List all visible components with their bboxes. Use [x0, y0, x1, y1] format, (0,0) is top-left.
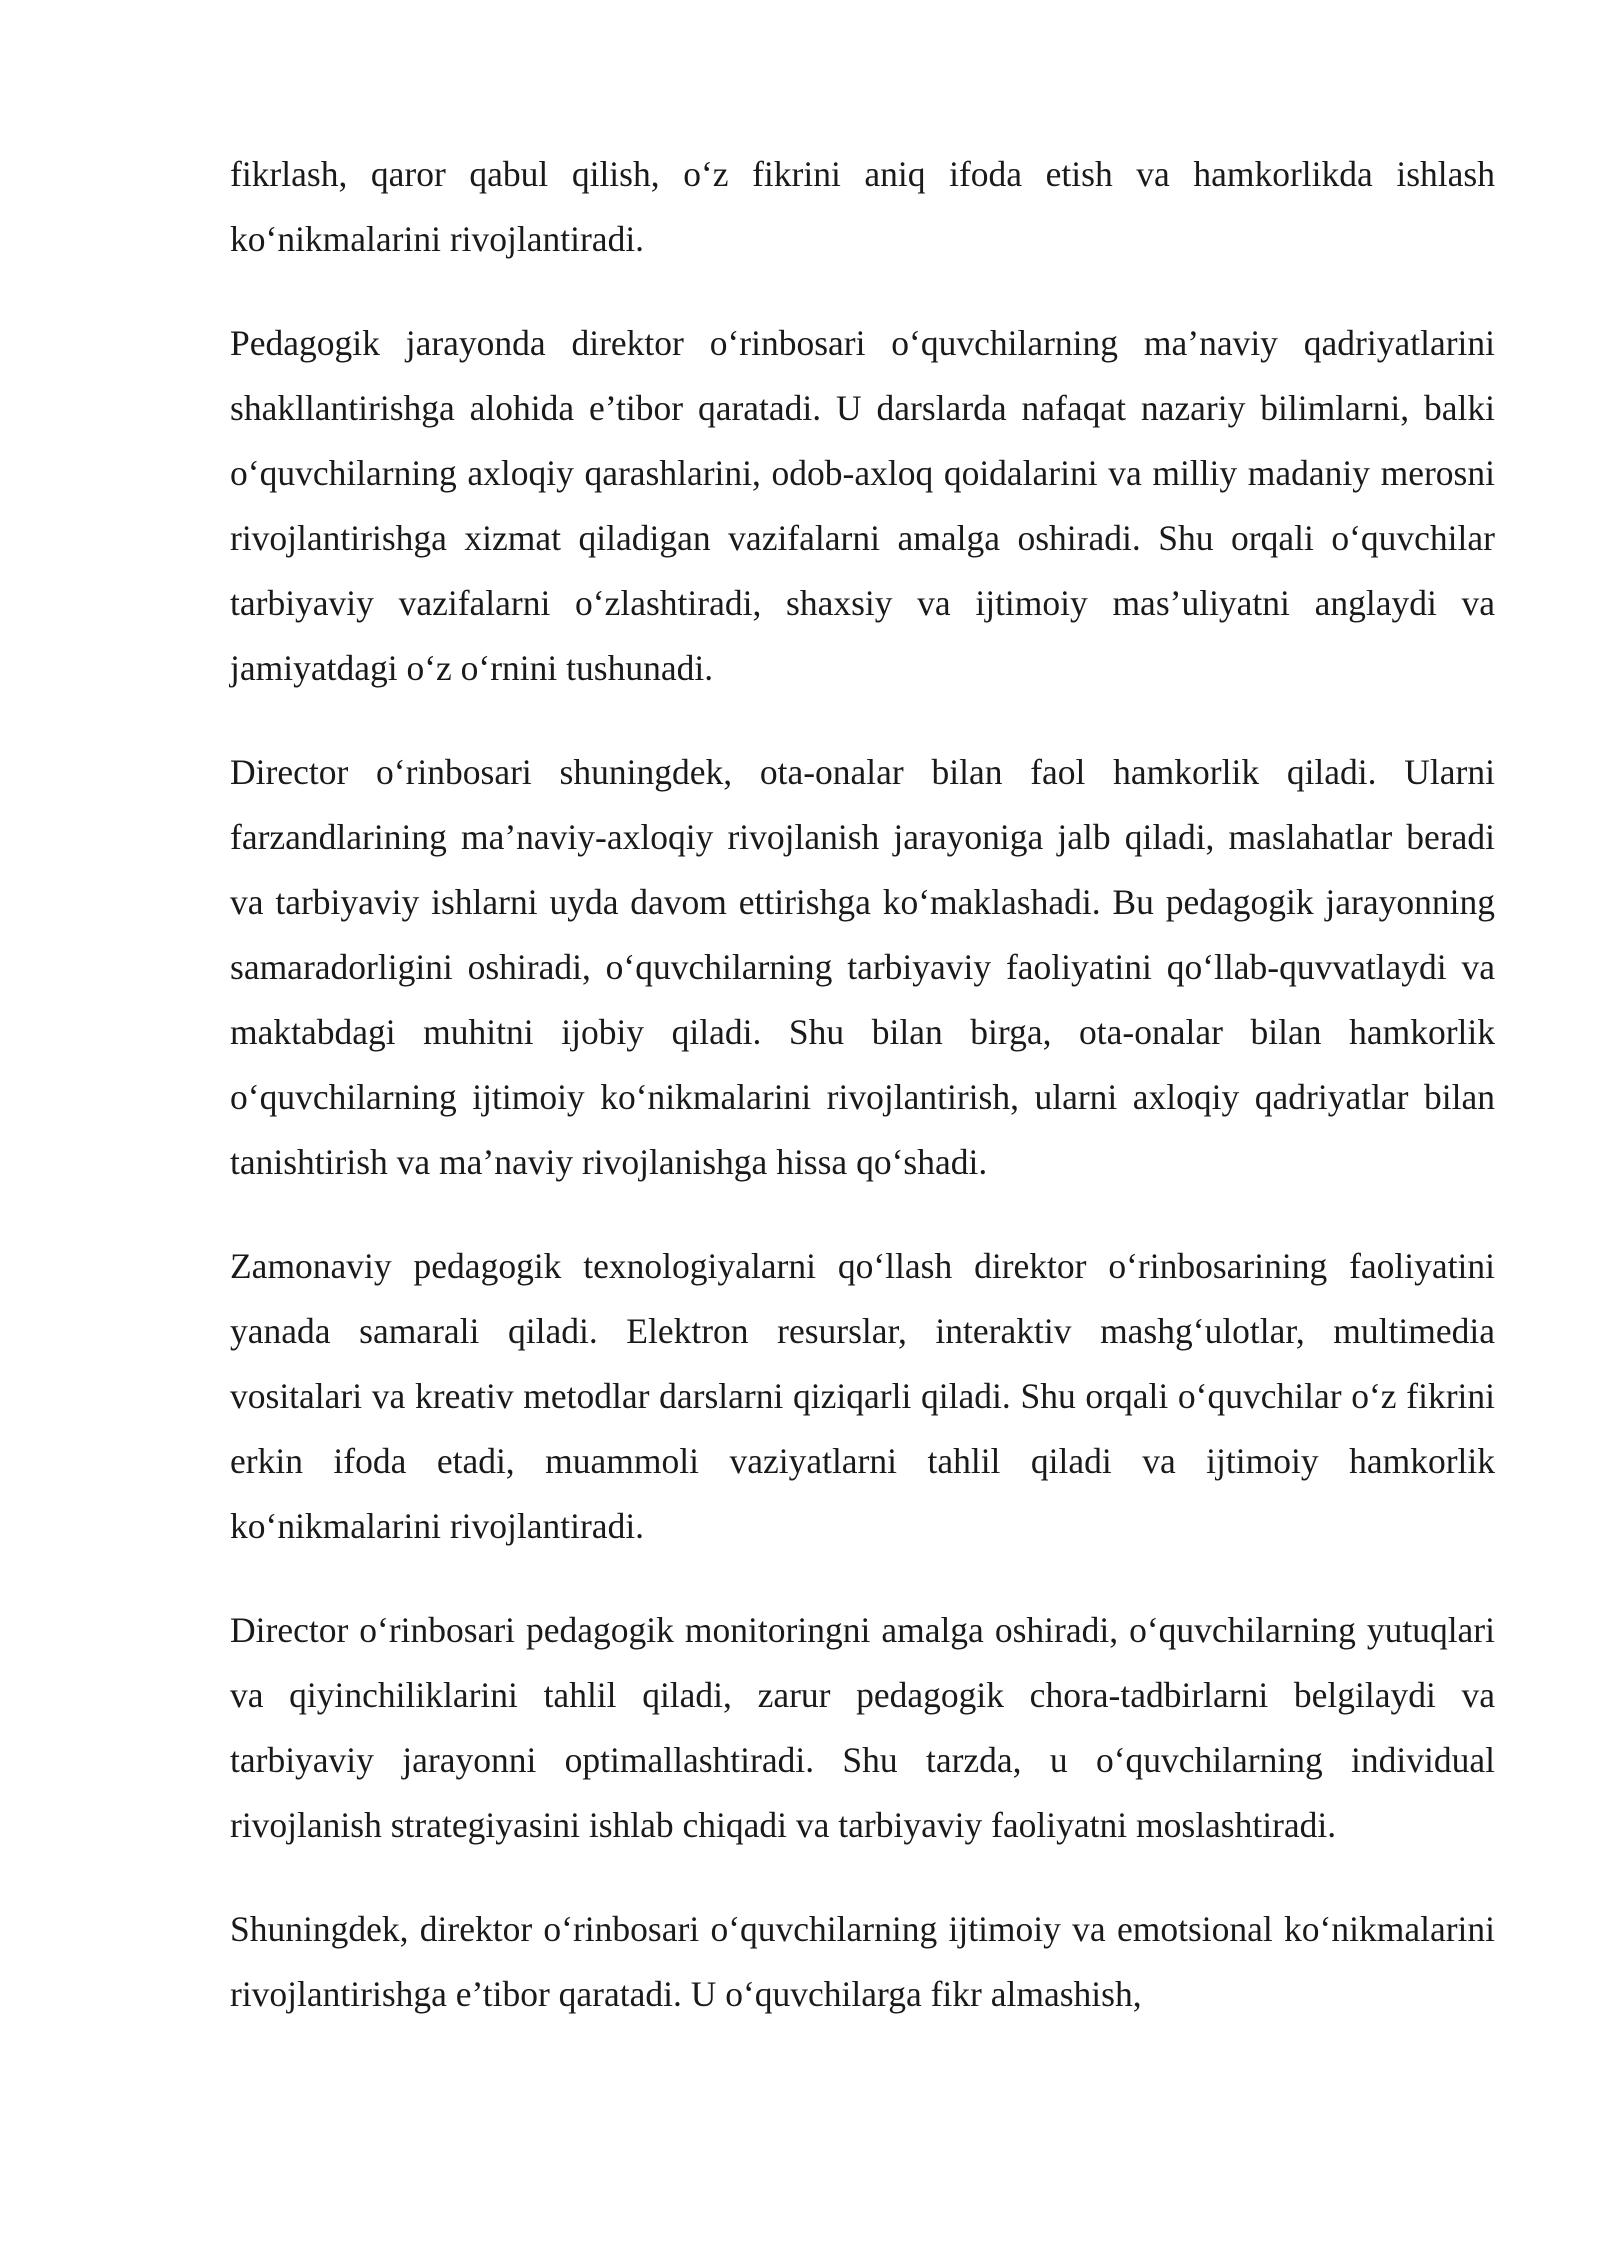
paragraph-6: Shuningdek, direktor o‘rinbosari o‘quvchilarning ijtimoiy va emotsional ko‘nikmalarini rivojlantirishga e’tibor qaratadi. U o‘quvchilarga fikr almashish, [230, 1909, 1495, 2014]
paragraph-4: Zamonaviy pedagogik texnologiyalarni qo‘llash direktor o‘rinbosarining faoliyatini yanada samarali qiladi. Elektron resurslar, interaktiv mashg‘ulotlar, multimedia vositalari va kreativ metodlar darslarni qiziqarli qiladi. Shu orqali o‘quvchilar o‘z fikrini erkin ifoda etadi, muammoli vaziyatlarni tahlil qiladi va ijtimoiy hamkorlik ko‘nikmalarini rivojlantiradi. [230, 1246, 1495, 1546]
paragraph-2: Pedagogik jarayonda direktor o‘rinbosari o‘quvchilarning ma’naviy qadriyatlarini shakllantirishga alohida e’tibor qaratadi. U darslarda nafaqat nazariy bilimlarni, balki o‘quvchilarning axloqiy qarashlarini, odob-axloq qoidalarini va milliy madaniy merosni rivojlantirishga xizmat qiladigan vazifalarni amalga oshiradi. Shu orqali o‘quvchilar tarbiyaviy vazifalarni o‘zlashtiradi, shaxsiy va ijtimoiy mas’uliyatni anglaydi va jamiyatdagi o‘z o‘rnini tushunadi. [230, 323, 1495, 688]
document-body [230, 142, 1495, 2066]
paragraph-5: Director o‘rinbosari pedagogik monitoringni amalga oshiradi, o‘quvchilarning yutuqlari va qiyinchiliklarini tahlil qiladi, zarur pedagogik chora-tadbirlarni belgilaydi va tarbiyaviy jarayonni optimallashtiradi. Shu tarzda, u o‘quvchilarning individual rivojlanish strategiyasini ishlab chiqadi va tarbiyaviy faoliyatni moslashtiradi. [230, 1610, 1495, 1845]
paragraph-3: Director o‘rinbosari shuningdek, ota-onalar bilan faol hamkorlik qiladi. Ularni farzandlarining ma’naviy-axloqiy rivojlanish jarayoniga jalb qiladi, maslahatlar beradi va tarbiyaviy ishlarni uyda davom ettirishga ko‘maklashadi. Bu pedagogik jarayonning samaradorligini oshiradi, o‘quvchilarning tarbiyaviy faoliyatini qo‘llab-quvvatlaydi va maktabdagi muhitni ijobiy qiladi. Shu bilan birga, ota-onalar bilan hamkorlik o‘quvchilarning ijtimoiy ko‘nikmalarini rivojlantirish, ularni axloqiy qadriyatlar bilan tanishtirish va ma’naviy rivojlanishga hissa qo‘shadi. [230, 752, 1495, 1182]
paragraph-1: fikrlash, qaror qabul qilish, o‘z fikrini aniq ifoda etish va hamkorlikda ishlash ko‘nikmalarini rivojlantiradi. [230, 154, 1495, 259]
